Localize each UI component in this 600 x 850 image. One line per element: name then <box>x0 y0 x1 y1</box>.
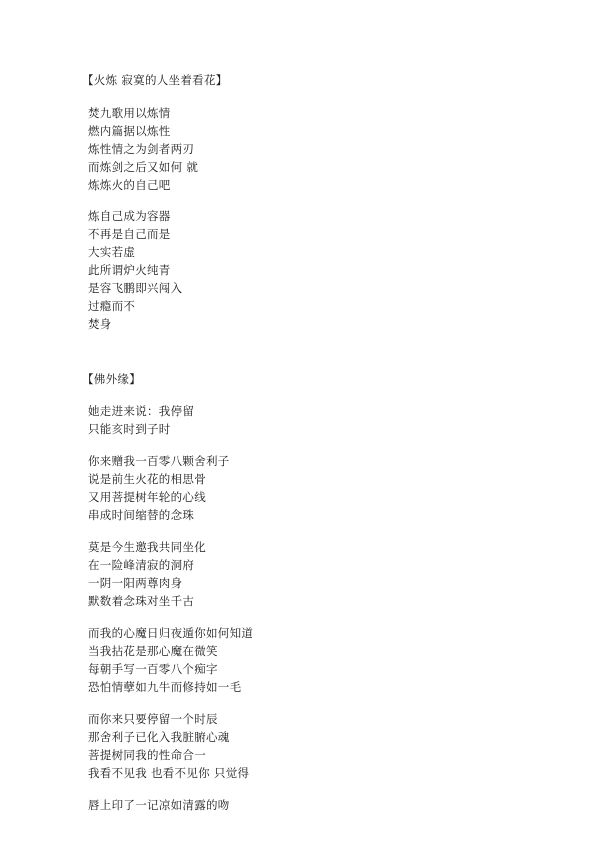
poem2-line: 我看不见我 也看不见你 只觉得 <box>88 766 250 780</box>
poem1-line: 大实若虚 <box>88 245 136 259</box>
poem1-line: 炼炼火的自己吧 <box>88 178 171 192</box>
poem2-line: 一阴一阳两尊肉身 <box>88 576 183 590</box>
poem2-line: 又用菩提树年轮的心线 <box>88 490 206 504</box>
poem1-line: 焚九歌用以炼情 <box>88 106 171 120</box>
poem1-title: 【火炼 寂寞的人坐着看花】 <box>82 73 228 87</box>
poem1-line: 燃内篇据以炼性 <box>88 124 171 138</box>
poem2-line: 恐怕情孽如九牛而修持如一毛 <box>88 680 242 694</box>
poem2-line: 莫是今生邀我共同坐化 <box>88 540 206 554</box>
poem2-line: 而你来只要停留一个时辰 <box>88 712 218 726</box>
poem2-line: 说是前生火花的相思骨 <box>88 472 206 486</box>
poem1-line: 炼性情之为剑者两刃 <box>88 142 195 156</box>
poem1-line: 而炼剑之后又如何 就 <box>88 160 199 174</box>
poem2-line: 默数着念珠对坐千古 <box>88 594 195 608</box>
poem2-line: 在一险峰清寂的洞府 <box>88 558 195 572</box>
poem2-line: 每朝手写一百零八个痴字 <box>88 662 218 676</box>
poem1-line: 焚身 <box>88 317 112 331</box>
poem2-line: 菩提树同我的性命合一 <box>88 748 206 762</box>
poem1-line: 此所谓炉火纯青 <box>88 263 171 277</box>
poem2-line: 串成时间缩替的念珠 <box>88 508 195 522</box>
poem2-line: 只能亥时到子时 <box>88 422 171 436</box>
poem1-line: 过瘾而不 <box>88 299 136 313</box>
poem2-line: 你来赠我一百零八颗舍利子 <box>88 454 230 468</box>
poem2-line: 当我拈花是那心魔在微笑 <box>88 644 218 658</box>
poem1-line: 炼自己成为容器 <box>88 209 171 223</box>
poem1-line: 不再是自己而是 <box>88 227 171 241</box>
poem2-line: 那舍利子已化入我脏腑心魂 <box>88 730 230 744</box>
poem1-line: 是容飞鹏即兴闯入 <box>88 281 183 295</box>
poem2-line: 唇上印了一记凉如清露的吻 <box>88 798 230 812</box>
poem2-line: 她走进来说：我停留 <box>88 404 195 418</box>
poem2-title: 【佛外缘】 <box>82 372 141 386</box>
poem2-line: 而我的心魔日归夜遁你如何知道 <box>88 626 254 640</box>
